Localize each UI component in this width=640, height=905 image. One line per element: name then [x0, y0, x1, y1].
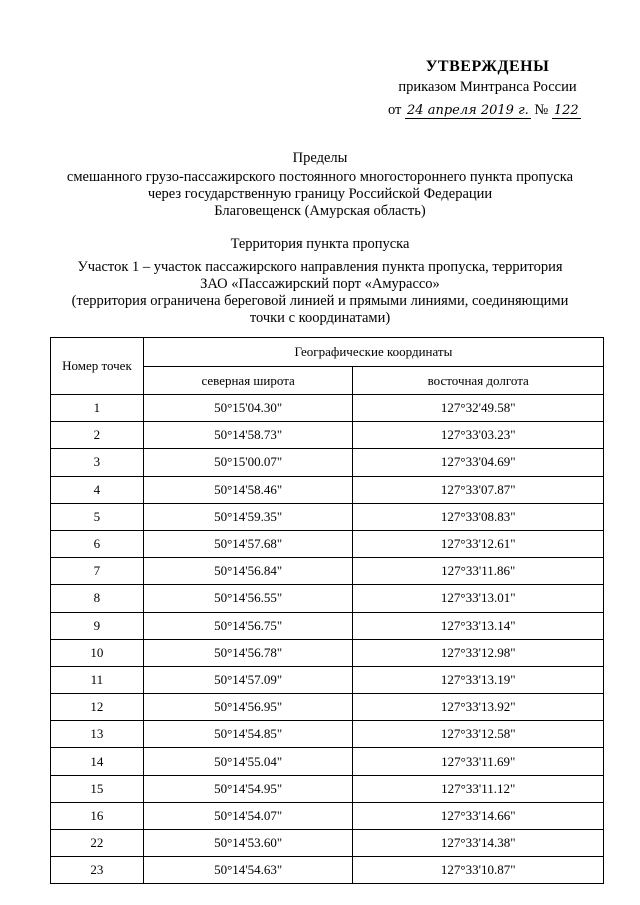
- latitude-cell: 50°14'57.09": [143, 666, 353, 693]
- table-row: [51, 721, 604, 748]
- order-number: 122: [553, 103, 579, 118]
- coordinates-table: [50, 337, 604, 884]
- longitude-cell: 127°33'14.38": [353, 830, 604, 857]
- longitude-cell: 127°33'12.58": [353, 721, 604, 748]
- table-row: [51, 558, 604, 585]
- table-row: [51, 748, 604, 775]
- longitude-cell: 127°33'03.23": [353, 422, 604, 449]
- point-number-cell: 12: [51, 694, 144, 721]
- header-point-number: Номер точек: [51, 338, 144, 395]
- table-row: [51, 449, 604, 476]
- longitude-cell: 127°33'13.92": [353, 694, 604, 721]
- table-row: [51, 694, 604, 721]
- approval-order-line: приказом Минтранса России: [398, 79, 577, 95]
- latitude-cell: 50°14'54.85": [143, 721, 353, 748]
- order-number-label: №: [534, 102, 549, 118]
- doc-title: Пределы: [292, 150, 348, 166]
- longitude-cell: 127°33'13.14": [353, 612, 604, 639]
- doc-subtitle-3: Благовещенск (Амурская область): [214, 203, 426, 219]
- latitude-cell: 50°14'54.63": [143, 857, 353, 884]
- longitude-cell: 127°32'49.58": [353, 395, 604, 422]
- longitude-cell: 127°33'12.61": [353, 530, 604, 557]
- point-number-cell: 5: [51, 503, 144, 530]
- order-prefix: от: [388, 102, 402, 118]
- table-row: [51, 503, 604, 530]
- table-row: [51, 639, 604, 666]
- latitude-cell: 50°14'55.04": [143, 748, 353, 775]
- latitude-cell: 50°14'54.95": [143, 775, 353, 802]
- longitude-cell: 127°33'12.98": [353, 639, 604, 666]
- longitude-cell: 127°33'04.69": [353, 449, 604, 476]
- latitude-cell: 50°14'56.55": [143, 585, 353, 612]
- latitude-cell: 50°14'53.60": [143, 830, 353, 857]
- approval-order-ref: [388, 102, 581, 119]
- longitude-cell: 127°33'14.66": [353, 802, 604, 829]
- longitude-cell: 127°33'13.01": [353, 585, 604, 612]
- latitude-cell: 50°14'56.78": [143, 639, 353, 666]
- section-line-3: (территория ограничена береговой линией и прямыми линиями, соединяющими: [71, 293, 569, 309]
- latitude-cell: 50°15'04.30": [143, 395, 353, 422]
- table-row: [51, 422, 604, 449]
- table-row: [51, 395, 604, 422]
- point-number-cell: 2: [51, 422, 144, 449]
- point-number-cell: 9: [51, 612, 144, 639]
- latitude-cell: 50°14'56.95": [143, 694, 353, 721]
- point-number-cell: 14: [51, 748, 144, 775]
- table-row: [51, 830, 604, 857]
- territory-heading: Территория пункта пропуска: [230, 236, 410, 252]
- latitude-cell: 50°14'56.84": [143, 558, 353, 585]
- point-number-cell: 6: [51, 530, 144, 557]
- header-geo-coordinates: Географические координаты: [143, 338, 603, 367]
- latitude-cell: 50°14'56.75": [143, 612, 353, 639]
- section-line-2: ЗАО «Пассажирский порт «Амурассо»: [200, 276, 440, 292]
- latitude-cell: 50°14'54.07": [143, 802, 353, 829]
- point-number-cell: 23: [51, 857, 144, 884]
- point-number-cell: 11: [51, 666, 144, 693]
- longitude-cell: 127°33'10.87": [353, 857, 604, 884]
- doc-subtitle-1: смешанного грузо-пассажирского постоянного многостороннего пункта пропуска: [66, 169, 574, 185]
- longitude-cell: 127°33'07.87": [353, 476, 604, 503]
- table-row: [51, 666, 604, 693]
- table-row: [51, 585, 604, 612]
- longitude-cell: 127°33'08.83": [353, 503, 604, 530]
- latitude-cell: 50°14'57.68": [143, 530, 353, 557]
- order-date: 24 апреля 2019 г.: [407, 103, 529, 118]
- point-number-cell: 8: [51, 585, 144, 612]
- section-line-4: точки с координатами): [249, 310, 391, 326]
- table-row: [51, 802, 604, 829]
- point-number-cell: 7: [51, 558, 144, 585]
- table-row: [51, 612, 604, 639]
- header-longitude: восточная долгота: [353, 367, 604, 395]
- latitude-cell: 50°14'59.35": [143, 503, 353, 530]
- point-number-cell: 1: [51, 395, 144, 422]
- doc-subtitle-2: через государственную границу Российской Федерации: [147, 186, 493, 202]
- point-number-cell: 3: [51, 449, 144, 476]
- latitude-cell: 50°14'58.73": [143, 422, 353, 449]
- point-number-cell: 22: [51, 830, 144, 857]
- section-line-1: Участок 1 – участок пассажирского направления пункта пропуска, территория: [77, 259, 563, 275]
- longitude-cell: 127°33'11.12": [353, 775, 604, 802]
- point-number-cell: 15: [51, 775, 144, 802]
- point-number-cell: 13: [51, 721, 144, 748]
- longitude-cell: 127°33'13.19": [353, 666, 604, 693]
- header-latitude: северная широта: [143, 367, 353, 395]
- approval-title: УТВЕРЖДЕНЫ: [425, 58, 550, 75]
- latitude-cell: 50°15'00.07": [143, 449, 353, 476]
- point-number-cell: 10: [51, 639, 144, 666]
- table-row: [51, 775, 604, 802]
- table-row: [51, 530, 604, 557]
- point-number-cell: 16: [51, 802, 144, 829]
- approval-block: [380, 58, 595, 118]
- point-number-cell: 4: [51, 476, 144, 503]
- latitude-cell: 50°14'58.46": [143, 476, 353, 503]
- table-row: [51, 857, 604, 884]
- longitude-cell: 127°33'11.86": [353, 558, 604, 585]
- longitude-cell: 127°33'11.69": [353, 748, 604, 775]
- table-row: [51, 476, 604, 503]
